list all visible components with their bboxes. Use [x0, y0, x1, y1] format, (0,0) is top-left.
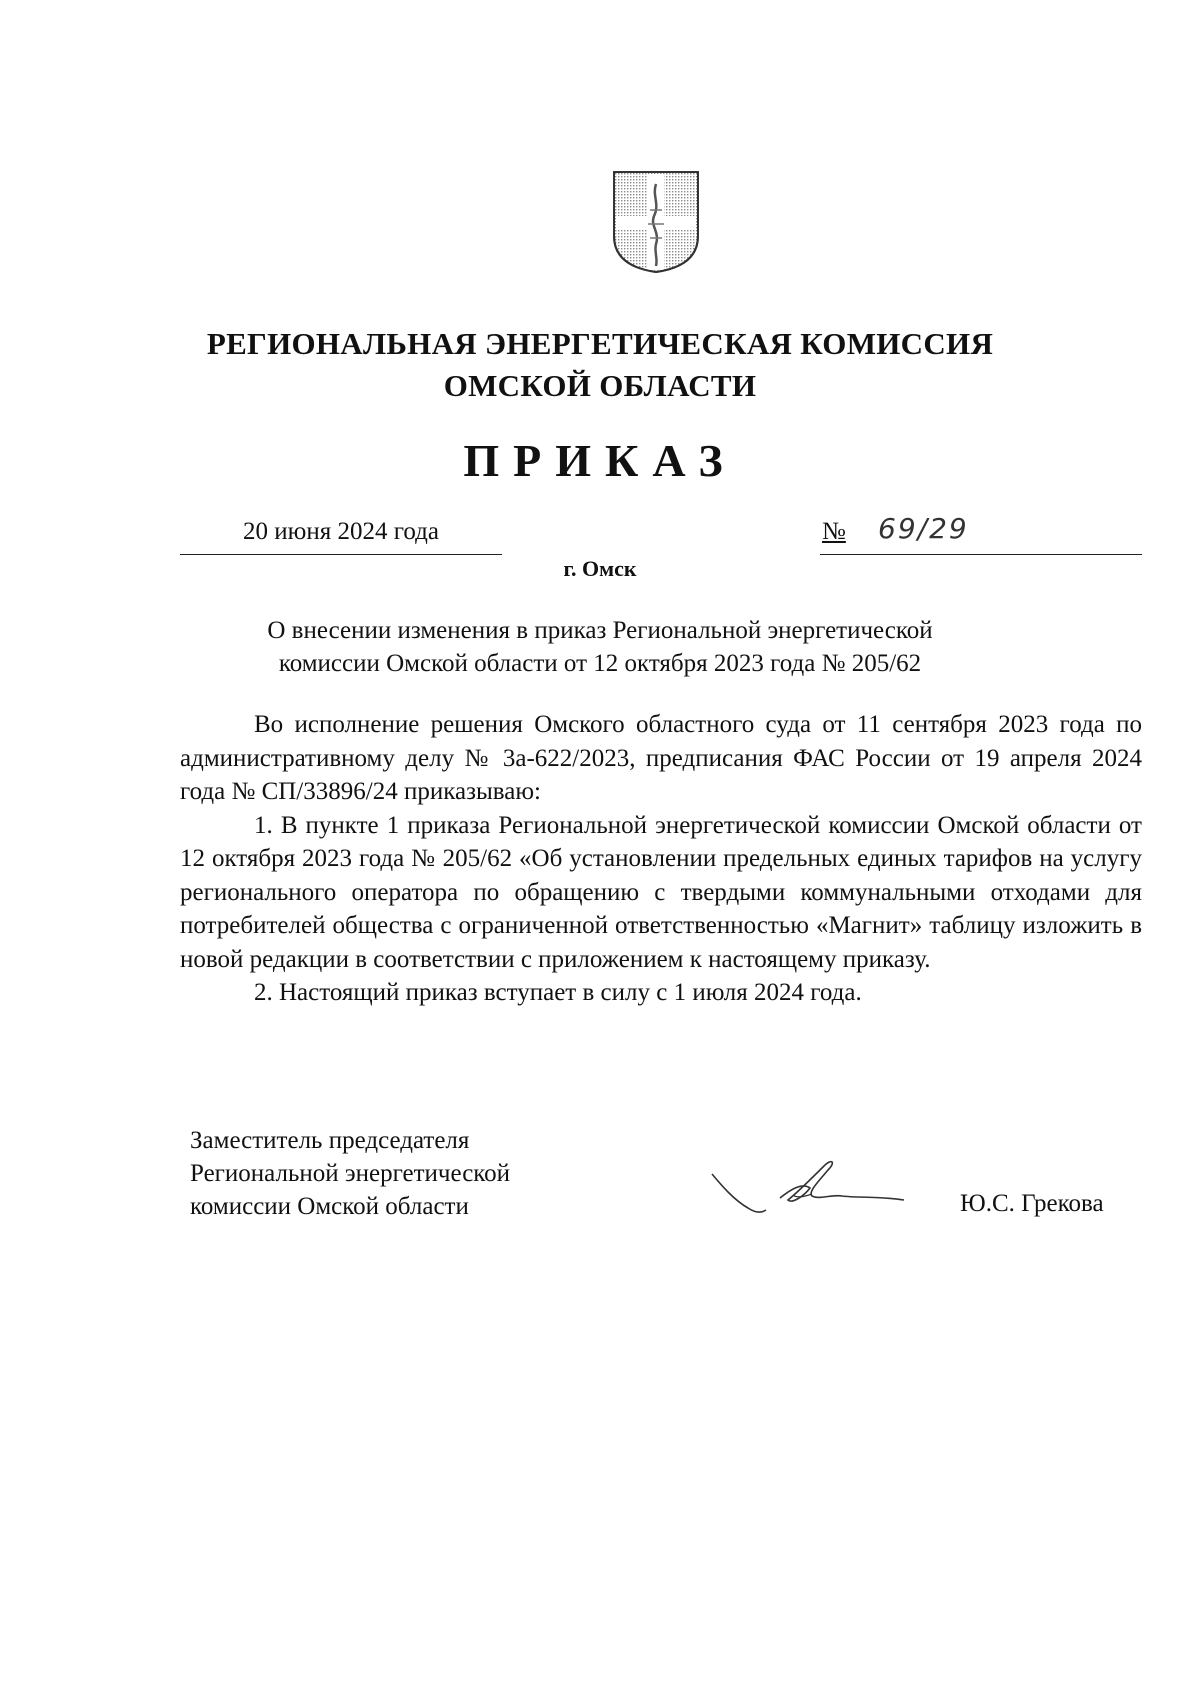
body-paragraph-preamble: Во исполнение решения Омского областного суда от 11 сентября 2023 года по административному делу № 3а-622/2023, предписания ФАС России от 19 апреля 2024 года № СП/33896/24 приказываю: [180, 711, 1142, 805]
document-type-title: ПРИКАЗ [463, 435, 737, 486]
organization-name-line2: ОМСКОЙ ОБЛАСТИ [443, 368, 757, 403]
subject-line1: О внесении изменения в приказ Региональной энергетической [267, 617, 933, 644]
body-paragraph-item-2: 2. Настоящий приказ вступает в силу с 1 июля 2024 года. [254, 979, 862, 1006]
organization-name-line1: РЕГИОНАЛЬНАЯ ЭНЕРГЕТИЧЕСКАЯ КОМИССИЯ [206, 326, 994, 361]
signer-name: Ю.С. Грекова [960, 1190, 1104, 1217]
document-date: 20 июня 2024 года [180, 518, 502, 555]
document-number-handwritten: 69/29 [878, 512, 969, 545]
document-subject [0, 614, 1200, 680]
document-number-field [820, 512, 1142, 555]
document-body [180, 708, 1142, 1010]
document-city: г. Омск [563, 556, 637, 581]
coat-of-arms-icon [612, 170, 700, 274]
signer-position-line2: Региональной энергетической [190, 1160, 511, 1187]
signer-position [190, 1124, 510, 1223]
body-paragraph-item-1: 1. В пункте 1 приказа Региональной энергетической комиссии Омской области от 12 октября 2023 года № 205/62 «Об установлении предельных единых тарифов на услугу регионального оператора по обращению с твердыми коммунальными отходами для потребителей общества с ограниченной ответственностью «Магнит» таблицу изложить в новой редакции в соответствии с приложением к настоящему приказу. [180, 811, 1142, 973]
signer-position-line1: Заместитель председателя [190, 1127, 470, 1154]
signer-position-line3: комиссии Омской области [190, 1193, 469, 1220]
subject-line2: комиссии Омской области от 12 октября 2023 года № 205/62 [278, 650, 922, 677]
handwritten-signature-icon [708, 1152, 920, 1232]
number-sign: № [822, 518, 846, 545]
